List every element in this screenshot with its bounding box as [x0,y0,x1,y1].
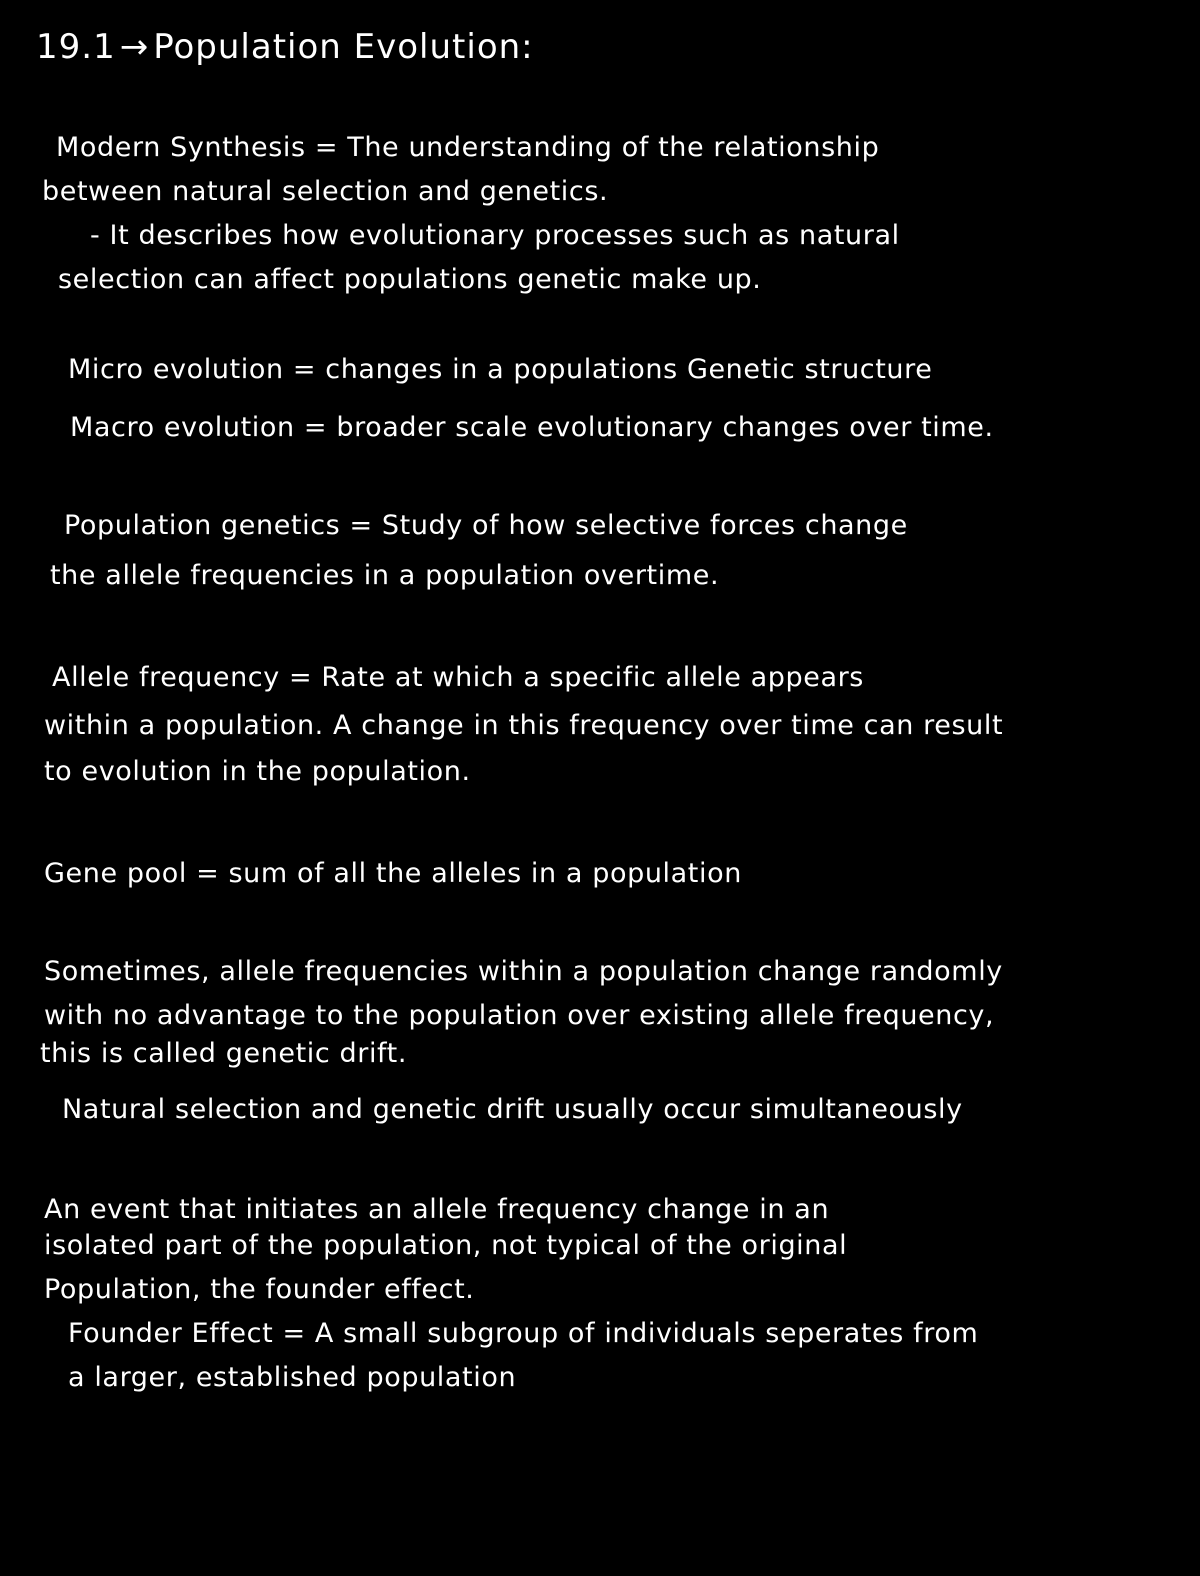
gene-pool-definition: Gene pool = sum of all the alleles in a population [44,858,742,889]
modern-synthesis-line-2: between natural selection and genetics. [42,176,609,207]
genetic-drift-line-2: with no advantage to the population over existing allele frequency, [44,1000,995,1031]
simultaneous-statement: Natural selection and genetic drift usually occur simultaneously [62,1094,963,1125]
genetic-drift-line-3: this is called genetic drift. [40,1038,408,1069]
founder-effect-line-1: Founder Effect = A small subgroup of individuals seperates from [68,1318,979,1349]
title-section-number: 19.1 [36,27,116,67]
micro-evolution-definition: Micro evolution = changes in a populations Genetic structure [68,354,933,385]
genetic-drift-line-1: Sometimes, allele frequencies within a population change randomly [44,956,1003,987]
allele-frequency-line-3: to evolution in the population. [44,756,471,787]
founder-event-line-2: isolated part of the population, not typical of the original [44,1230,848,1261]
allele-frequency-line-2: within a population. A change in this frequency over time can result [44,710,1004,741]
population-genetics-line-2: the allele frequencies in a population overtime. [50,560,720,591]
allele-frequency-line-1: Allele frequency = Rate at which a specific allele appears [52,662,864,693]
modern-synthesis-line-1: Modern Synthesis = The understanding of the relationship [56,132,880,163]
page-title [36,27,534,67]
founder-event-line-1: An event that initiates an allele frequency change in an [44,1194,830,1225]
arrow-icon: → [119,27,150,67]
population-genetics-line-1: Population genetics = Study of how selective forces change [64,510,908,541]
title-text: Population Evolution: [153,27,534,67]
founder-event-line-3: Population, the founder effect. [44,1274,475,1305]
modern-synthesis-line-3: - It describes how evolutionary processes such as natural [90,220,900,251]
modern-synthesis-line-4: selection can affect populations genetic make up. [58,264,762,295]
founder-effect-line-2: a larger, established population [68,1362,517,1393]
macro-evolution-definition: Macro evolution = broader scale evolutionary changes over time. [70,412,994,443]
